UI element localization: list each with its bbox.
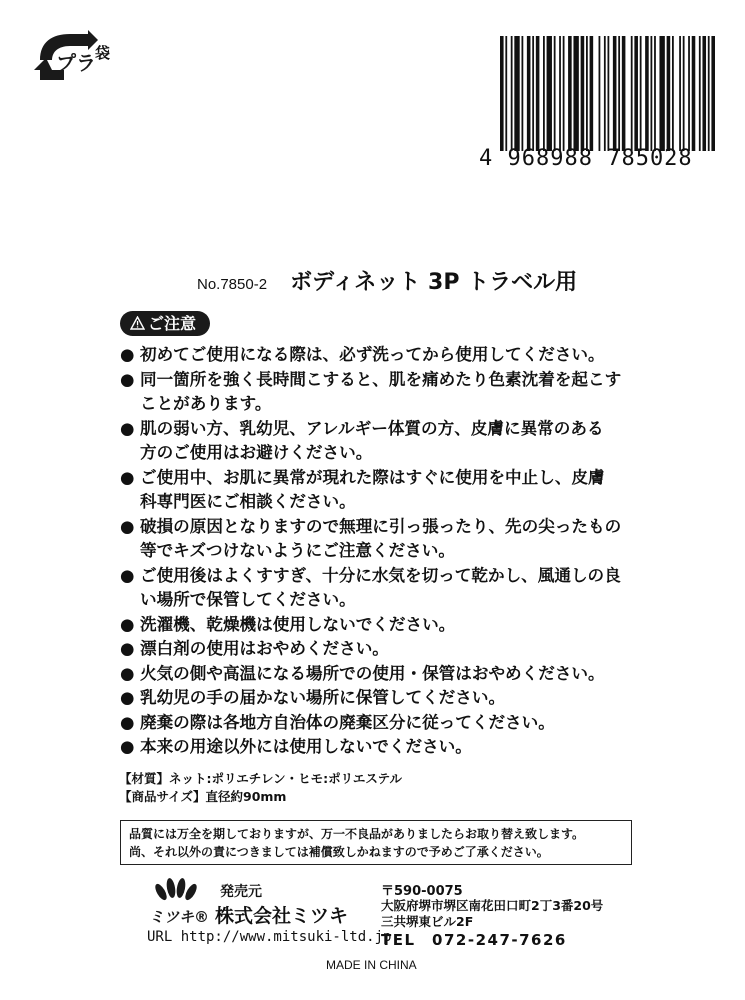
- barcode-bar: [532, 36, 534, 151]
- postal-code: 〒590-0075: [381, 884, 463, 899]
- barcode-bar: [640, 36, 642, 151]
- barcode-bar: [604, 36, 606, 151]
- recycle-symbol-text: プラ: [56, 51, 96, 75]
- barcode-bar: [672, 36, 674, 151]
- barcode-bar: [622, 36, 626, 151]
- barcode-bar: [645, 36, 649, 151]
- notice-line: 尚、それ以外の責につきましては補償致しかねますので予めご了承ください。: [129, 845, 549, 859]
- warning-triangle-icon: [130, 311, 145, 336]
- caution-item: ● 肌の弱い方、乳幼児、アレルギー体質の方、皮膚に異常のある 方のご使用はお避けください。: [120, 417, 640, 466]
- logo-text: ミツキ®: [149, 908, 210, 926]
- caution-label: ご注意: [148, 314, 197, 333]
- caution-list: [120, 343, 640, 760]
- caution-item: ● 破損の原因となりますので無理に引っ張ったり、先の尖ったもの 等でキズつけないようにご注意ください。: [120, 515, 640, 564]
- barcode-bar: [702, 36, 706, 151]
- barcode-bar: [511, 36, 513, 151]
- barcode-bar: [559, 36, 561, 151]
- barcode-bar: [654, 36, 656, 151]
- quality-notice: [120, 820, 632, 865]
- company-name: 株式会社ミツキ: [215, 905, 349, 927]
- barcode-bar: [536, 36, 540, 151]
- notice-line: 品質には万全を期しておりますが、万一不良品がありましたらお取り替え致します。: [129, 827, 585, 841]
- barcode-bar: [651, 36, 653, 151]
- company-address: 大阪府堺市堺区南花田口町2丁3番20号 三共堺東ビル2F: [381, 898, 604, 929]
- barcode-bar: [608, 36, 610, 151]
- caution-item: ● 乳幼児の手の届かない場所に保管してください。: [120, 686, 640, 711]
- barcode-number: 4 968988 785028: [479, 146, 693, 171]
- recycle-label: 袋: [95, 44, 111, 62]
- caution-item: ● 火気の側や高温になる場所での使用・保管はおやめください。: [120, 662, 640, 687]
- caution-item: ● 同一箇所を強く長時間こすると、肌を痛めたり色素沈着を起こす ことがあります。: [120, 368, 640, 417]
- company-logo: [147, 878, 217, 928]
- barcode-bar: [613, 36, 617, 151]
- barcode-bar: [500, 36, 504, 151]
- barcode-bar: [590, 36, 594, 151]
- barcode-bar: [573, 36, 578, 151]
- caution-badge: [120, 311, 210, 336]
- made-in: MADE IN CHINA: [326, 958, 417, 972]
- product-specs: [119, 770, 402, 806]
- product-title: [197, 265, 577, 296]
- caution-item: ● 本来の用途以外には使用しないでください。: [120, 735, 640, 760]
- barcode-bar: [568, 36, 572, 151]
- caution-item: ● 廃棄の際は各地方自治体の廃棄区分に従ってください。: [120, 711, 640, 736]
- company-url[interactable]: URL http://www.mitsuki-ltd.jp: [147, 929, 392, 945]
- barcode-bar: [547, 36, 552, 151]
- caution-item: ● 初めてご使用になる際は、必ず洗ってから使用してください。: [120, 343, 640, 368]
- company-tel: TEL 072-247-7626: [381, 931, 567, 949]
- barcode-bar: [522, 36, 524, 151]
- barcode-bar: [699, 36, 701, 151]
- caution-item: ● ご使用後はよくすすぎ、十分に水気を切って乾かし、風通しの良 い場所で保管してください。: [120, 564, 640, 613]
- barcode-bar: [505, 36, 507, 151]
- barcode-bar: [581, 36, 585, 151]
- barcode-bar: [599, 36, 601, 151]
- caution-item: ● ご使用中、お肌に異常が現れた際はすぐに使用を中止し、皮膚 科専門医にご相談ください。: [120, 466, 640, 515]
- barcode-bar: [586, 36, 588, 151]
- barcode-bar: [563, 36, 565, 151]
- spec-size: 【商品サイズ】直径約90mm: [119, 789, 287, 804]
- caution-item: ● 漂白剤の使用はおやめください。: [120, 637, 640, 662]
- barcode-bar: [514, 36, 519, 151]
- barcode-bar: [631, 36, 633, 151]
- barcode-bar: [527, 36, 531, 151]
- barcode-bar: [711, 36, 715, 151]
- caution-item: ● 洗濯機、乾燥機は使用しないでください。: [120, 613, 640, 638]
- spec-material: 【材質】ネット:ポリエチレン・ヒモ:ポリエステル: [119, 771, 403, 786]
- barcode-bar: [543, 36, 545, 151]
- product-number: No.7850-2: [197, 276, 268, 293]
- barcode-bar: [554, 36, 556, 151]
- product-name: ボディネット 3P トラベル用: [290, 270, 578, 295]
- barcode-bar: [683, 36, 685, 151]
- seller-label: 発売元: [220, 884, 262, 900]
- barcode-bar: [708, 36, 710, 151]
- barcode-bar: [688, 36, 690, 151]
- barcode-bar: [692, 36, 696, 151]
- barcode-bar: [634, 36, 638, 151]
- barcode: [500, 36, 715, 151]
- barcode-bar: [679, 36, 681, 151]
- barcode-bar: [667, 36, 671, 151]
- barcode-bar: [618, 36, 620, 151]
- barcode-bar: [659, 36, 664, 151]
